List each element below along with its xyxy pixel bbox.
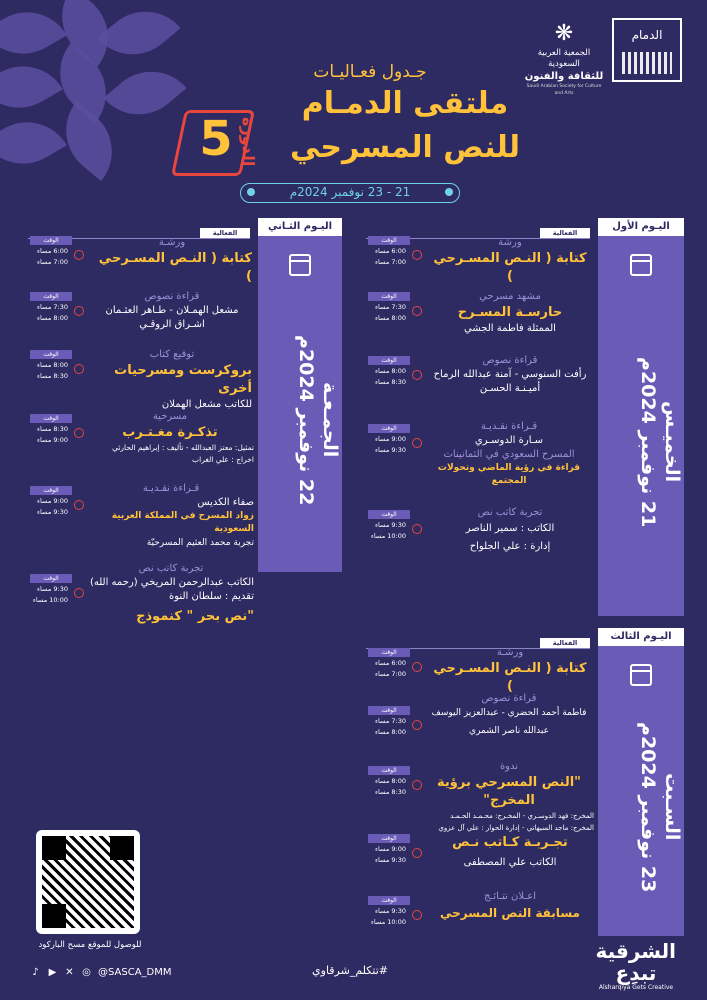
day2-name: الجمـعـة — [319, 382, 341, 458]
event-detail: للكاتب مشعل الهملان — [161, 399, 252, 410]
clock-icon — [412, 306, 422, 316]
decorative-leaf — [103, 53, 186, 133]
event-highlight: قراءة في رؤية الماضي وتحولات المجتمع — [437, 463, 581, 486]
day3-label — [598, 698, 684, 916]
event-category: تجربة كاتب نص — [138, 563, 204, 574]
day3-event-5 — [430, 890, 590, 922]
event-detail: الممثلة فاطمة الجشي — [464, 323, 556, 334]
calendar-icon — [630, 664, 652, 686]
day3-event-1 — [430, 646, 590, 696]
event-category: اعـلان نتـائـج — [483, 891, 537, 902]
day3-date: 23 نوفمبر 2024م — [637, 721, 659, 893]
time-end: 8:30 مساء — [37, 372, 68, 380]
time-end: 8:30 مساء — [375, 788, 406, 796]
time-label: الوقت — [368, 356, 410, 365]
day2-event-header: الفعالية — [200, 228, 250, 238]
event-category: مسرحية — [152, 411, 188, 422]
time-end: 10:00 مساء — [32, 596, 68, 604]
time-end: 8:30 مساء — [375, 378, 406, 386]
time-label: الوقت — [30, 414, 72, 423]
sharqiya-brand — [596, 940, 676, 984]
society-name-english: Saudi Arabian Society for Culture and Arts — [526, 84, 602, 96]
festival-dates-text: 21 - 23 نوفمبر 2024م — [289, 185, 411, 199]
event-title-line2: للنص المسرحي — [290, 130, 520, 165]
clock-icon — [412, 662, 422, 672]
clock-icon — [412, 438, 422, 448]
event-title: كتابة ( النـص المسـرحي ) — [433, 251, 587, 284]
event-category: توقيع كتاب — [149, 349, 195, 360]
event-title-line1: ملتقى الدمـام — [301, 86, 509, 121]
event-title: "النص المسرحي برؤية المخرج" — [437, 775, 581, 808]
day2-tab: اليـوم الثـاني — [258, 218, 342, 236]
event-detail: الكاتب علي المصطفى — [463, 857, 557, 868]
time-start: 9:00 مساء — [37, 497, 68, 505]
event-detail: تمثيل: معتز العبدالله - تأليف : إبراهيم الحارثي — [112, 443, 254, 452]
day2-event-5 — [88, 482, 254, 550]
event-detail-2: اخراج : علي الغراب — [192, 455, 254, 464]
event-category: ندوة — [499, 761, 519, 772]
clock-icon — [74, 250, 84, 260]
time-start: 7:30 مساء — [375, 717, 406, 725]
day3-column — [598, 646, 684, 936]
day1-event-3 — [430, 354, 590, 396]
event-title: حارسـة المسـرح — [457, 305, 563, 320]
event-detail-2: عبدالله ناصر الشمري — [469, 726, 549, 736]
event-detail-2: أميـنـة الحسـن — [479, 383, 541, 394]
time-end: 9:30 مساء — [375, 446, 406, 454]
time-end: 9:30 مساء — [37, 508, 68, 516]
time-start: 9:00 مساء — [375, 845, 406, 853]
day2-event-3 — [92, 348, 252, 412]
time-label: الوقت — [368, 236, 410, 245]
event-detail: المخرج: فهد الدوسـري - المخـرج: محـمـد الحـمـد — [450, 812, 594, 820]
day2-event-4 — [86, 410, 254, 466]
event-category: ورشـة — [158, 237, 186, 248]
event-detail: مشعل الهمـلان - طـاهر العثـمان — [105, 305, 239, 316]
clock-icon — [412, 780, 422, 790]
social-handle: @SASCA_DMM — [98, 966, 172, 978]
time-start: 6:00 مساء — [375, 659, 406, 667]
day1-event-5 — [430, 506, 590, 554]
day1-tab: اليـوم الأول — [598, 218, 684, 236]
instagram-icon[interactable]: ◎ — [82, 966, 91, 978]
time-label: الوقت — [30, 236, 72, 245]
day2-event-2 — [92, 290, 252, 332]
time-start: 9:30 مساء — [37, 585, 68, 593]
day3-event-4 — [430, 834, 590, 870]
decorative-leaf — [0, 0, 67, 70]
event-category: ورشة — [498, 237, 522, 248]
edition-number: 5 — [199, 111, 233, 167]
time-start: 7:30 مساء — [37, 303, 68, 311]
time-start: 6:00 مساء — [375, 247, 406, 255]
event-category: ورشـة — [496, 647, 524, 658]
day3-name: السـبت — [661, 773, 683, 841]
society-name-line1: الجمعية العربية السعودية — [537, 48, 591, 69]
tiktok-icon[interactable]: ♪ — [32, 966, 39, 978]
day1-label — [598, 288, 684, 596]
event-category-2: المسرح السعودي في الثمانينات — [443, 449, 575, 460]
dammam-logo-text: الدمام — [631, 28, 663, 42]
day3-event-3 — [424, 760, 594, 834]
day1-event-4 — [426, 420, 592, 488]
event-detail: صفاء الكديس — [197, 497, 254, 508]
event-detail: رأفت السنوسي - آمنة عبدالله الرماح — [433, 369, 587, 380]
brand-english: Alsharqiya Gets Creative — [598, 984, 674, 991]
event-detail: الكاتب : سمير الناصر — [465, 523, 555, 534]
event-detail: الكاتب عبدالرحمن المريخي (رحمه الله) — [89, 577, 254, 588]
day2-date: 22 نوفمبر 2024م — [295, 334, 317, 506]
calendar-icon — [630, 254, 652, 276]
time-end: 9:30 مساء — [375, 856, 406, 864]
day3-event-header: الفعالية — [540, 638, 590, 648]
event-category: قراءة نصوص — [482, 355, 538, 366]
event-detail-2: المخرج: ماجد السيهاتي - إدارة الحوار : علي آل عزوي — [438, 824, 594, 832]
decorative-leaf — [97, 0, 180, 73]
event-title: كتابة ( النـص المسـرحي ) — [98, 251, 252, 284]
clock-icon — [412, 250, 422, 260]
event-highlight: زواد المسرح في المملكة العربية السعودية — [111, 511, 254, 534]
pill-dot-left — [247, 188, 255, 196]
time-label: الوقت — [30, 350, 72, 359]
time-start: 8:00 مساء — [37, 361, 68, 369]
society-name-line2: للثقافة والفنون — [524, 71, 604, 82]
time-start: 9:30 مساء — [375, 521, 406, 529]
day1-event-1 — [430, 236, 590, 286]
event-detail: فاطمة أحمد الحضري - عبدالعزيز اليوسف — [431, 708, 587, 718]
event-category: قـراءة نقـديـة — [142, 483, 200, 494]
day2-event-1 — [92, 236, 252, 286]
event-title: "نص بحر " كنموذج — [136, 609, 254, 624]
event-title: بروكرست ومسرحيات أخرى — [114, 363, 252, 396]
clock-icon — [74, 500, 84, 510]
event-category: قراءة نصوص — [144, 291, 200, 302]
time-end: 8:00 مساء — [375, 728, 406, 736]
clock-icon — [74, 306, 84, 316]
event-title: مسابقة النص المسرحي — [440, 906, 580, 920]
brand-line1: الشرقية — [595, 939, 676, 963]
time-label: الوقت — [368, 292, 410, 301]
time-label: الوقت — [368, 766, 410, 775]
event-title: تذكـرة مغـتـرب — [122, 425, 218, 440]
day1-event-header: الفعالية — [540, 228, 590, 238]
day1-name: الخميـس — [661, 401, 683, 483]
pill-dot-right — [445, 188, 453, 196]
time-start: 8:00 مساء — [375, 777, 406, 785]
time-end: 10:00 مساء — [370, 918, 406, 926]
society-emblem-icon: ❋ — [554, 21, 574, 46]
time-end: 7:00 مساء — [375, 258, 406, 266]
logo-pattern — [622, 52, 672, 74]
time-start: 8:30 مساء — [37, 425, 68, 433]
day1-column — [598, 236, 684, 616]
festival-dates — [240, 183, 460, 203]
time-end: 7:00 مساء — [37, 258, 68, 266]
time-start: 7:30 مساء — [375, 303, 406, 311]
time-label: الوقت — [30, 574, 72, 583]
event-detail: سـارة الدوسـري — [474, 435, 544, 446]
event-title: كتابة ( النـص المسـرحي ) — [433, 661, 587, 694]
x-icon[interactable]: ✕ — [65, 966, 74, 978]
time-end: 9:00 مساء — [37, 436, 68, 444]
clock-icon — [74, 588, 84, 598]
event-category: قراءة نصوص — [481, 693, 537, 704]
time-label: الوقت — [30, 486, 72, 495]
event-detail-2: تجربة محمد العثيم المسرحيّة — [146, 538, 254, 548]
time-end: 8:00 مساء — [37, 314, 68, 322]
day2-label — [258, 288, 342, 552]
qr-code-pattern — [42, 836, 134, 928]
time-end: 8:00 مساء — [375, 314, 406, 322]
time-label: الوقت — [30, 292, 72, 301]
brand-line2: تبدِع — [615, 961, 657, 985]
qr-caption: للوصول للموقع مسح الباركود — [38, 940, 142, 950]
dammam-logo — [612, 18, 682, 82]
clock-icon — [412, 524, 422, 534]
event-detail-2: تقديم : سلطان النوة — [169, 591, 254, 602]
decorative-leaf — [0, 50, 63, 125]
social-links — [30, 965, 172, 979]
time-start: 6:00 مساء — [37, 247, 68, 255]
edition-label: الدورة — [239, 117, 258, 167]
event-detail-2: إدارة : علي الجلواح — [469, 541, 551, 552]
youtube-icon[interactable]: ▶ — [48, 966, 57, 978]
event-category: قـراءة نقـديـة — [480, 421, 538, 432]
day3-event-2 — [424, 692, 594, 738]
event-category: تجربة كاتب نص — [477, 507, 543, 518]
time-start: 9:00 مساء — [375, 435, 406, 443]
day2-event-6 — [88, 562, 254, 626]
time-start: 8:00 مساء — [375, 367, 406, 375]
event-title: تجـربـة كـاتب نـص — [452, 835, 568, 850]
clock-icon — [412, 720, 422, 730]
event-category: مشهد مسرحي — [479, 291, 541, 302]
clock-icon — [412, 370, 422, 380]
time-label: الوقت — [368, 896, 410, 905]
decorative-leaf — [0, 106, 67, 181]
time-label: الوقت — [368, 834, 410, 843]
time-label: الوقت — [368, 648, 410, 657]
hashtag: #تتكلم_شرقاوي — [312, 964, 388, 977]
time-label: الوقت — [368, 510, 410, 519]
time-end: 10:00 مساء — [370, 532, 406, 540]
calendar-icon — [289, 254, 311, 276]
time-end: 7:00 مساء — [375, 670, 406, 678]
day1-date: 21 نوفمبر 2024م — [637, 356, 659, 528]
clock-icon — [74, 364, 84, 374]
schedule-title: جـدول فعـاليـات — [313, 62, 427, 82]
day3-tab: اليـوم الثالث — [598, 628, 684, 646]
clock-icon — [412, 848, 422, 858]
qr-code[interactable] — [36, 830, 140, 934]
time-label: الوقت — [368, 424, 410, 433]
time-label: الوقت — [368, 706, 410, 715]
clock-icon — [74, 428, 84, 438]
day2-column — [258, 236, 342, 572]
event-detail-2: اشـراق الروقـي — [139, 319, 205, 330]
time-start: 9:30 مساء — [375, 907, 406, 915]
clock-icon — [412, 910, 422, 920]
day1-event-2 — [430, 290, 590, 336]
